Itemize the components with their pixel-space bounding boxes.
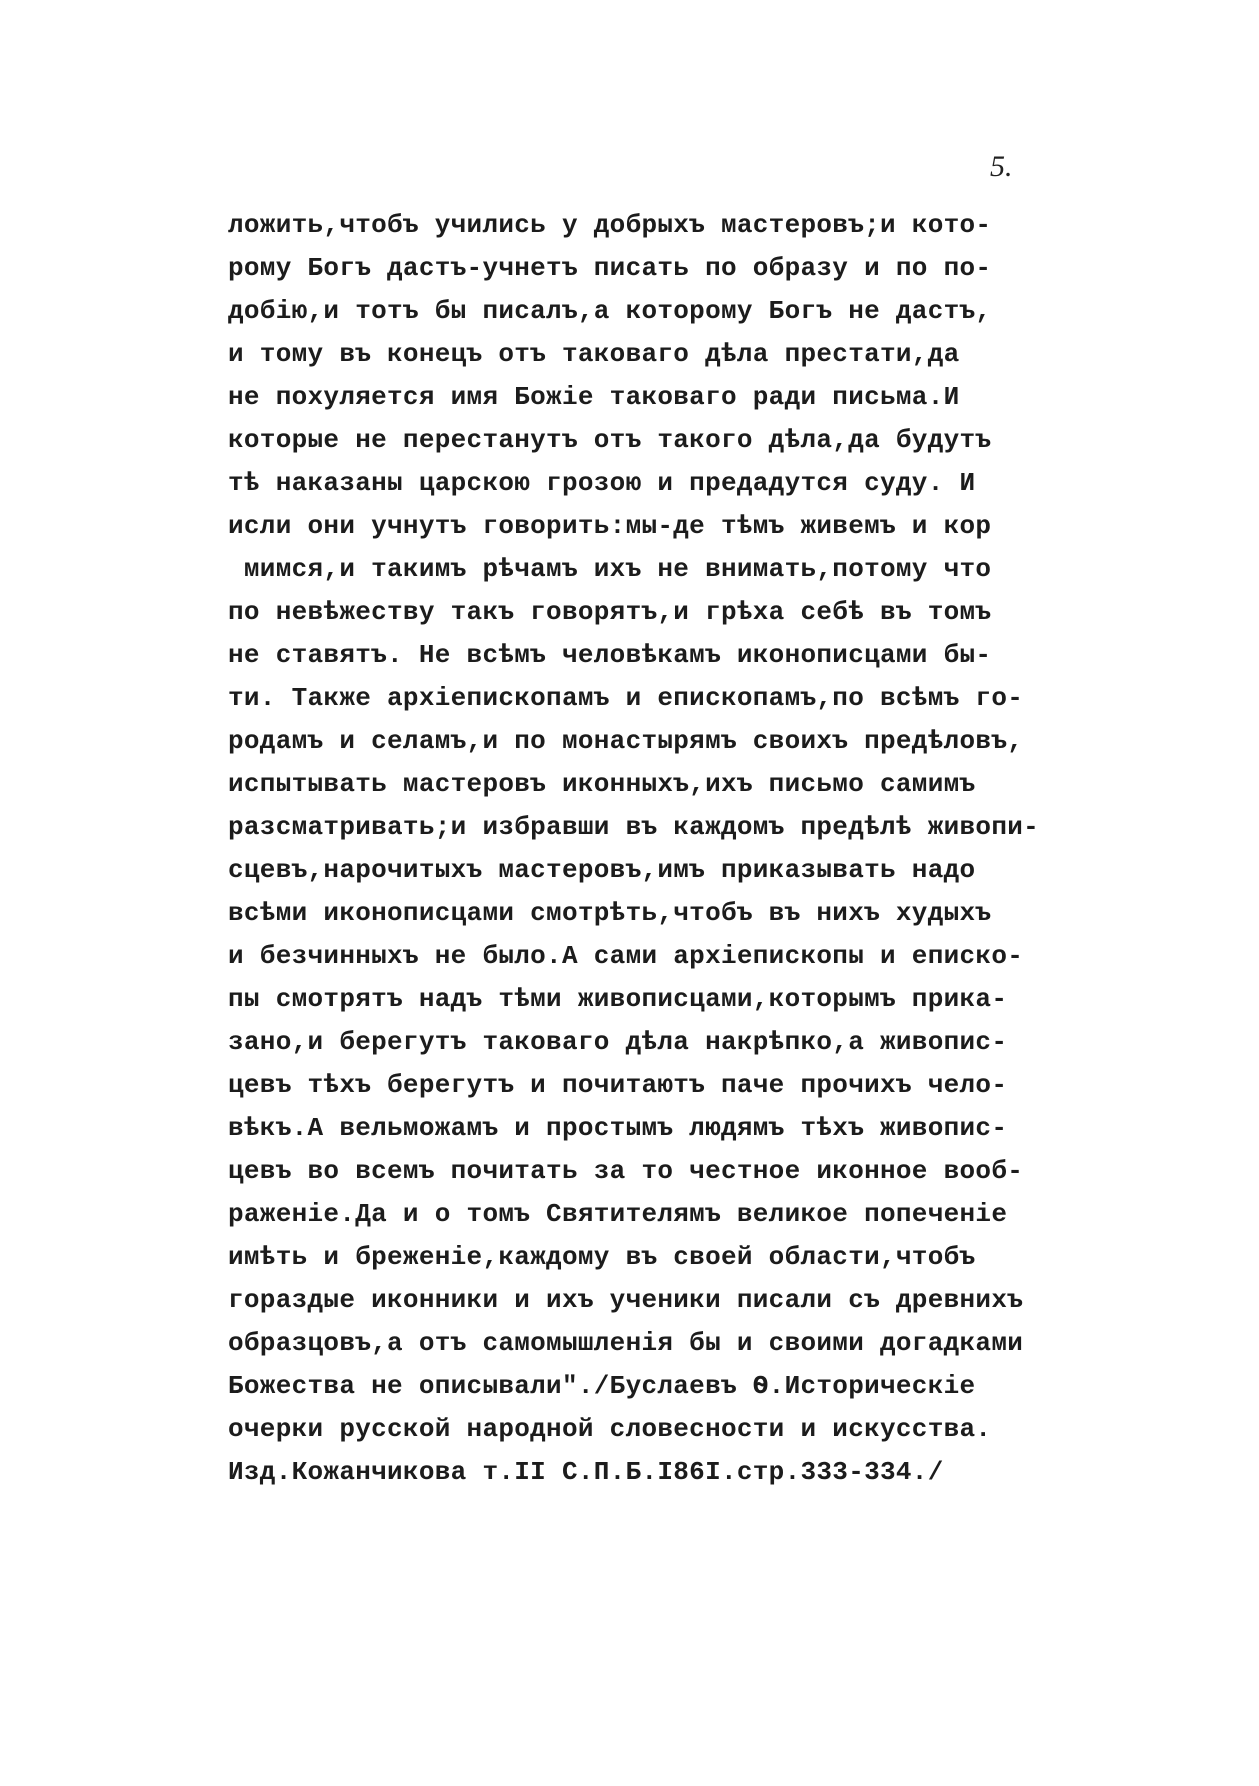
text-line: не похуляется имя Божіе таковаго ради письма.И — [228, 382, 960, 412]
text-line: раженіе.Да и о томъ Святителямъ великое попеченіе — [228, 1199, 1008, 1229]
text-line: пы смотрятъ надъ тѣми живописцами,которымъ прика- — [228, 984, 1008, 1014]
page-number: 5. — [990, 150, 1013, 183]
text-line: Божества не описывали"./Буслаевъ Ѳ.Историческіе — [228, 1371, 976, 1401]
text-line: ти. Также архіепископамъ и епископамъ,по всѣмъ го- — [228, 683, 1024, 713]
text-line: разсматривать;и избравши въ каждомъ предѣлѣ живопи- — [228, 812, 1040, 842]
text-line: не ставятъ. Не всѣмъ человѣкамъ иконописцами бы- — [228, 640, 992, 670]
text-line: имѣть и бреженіе,каждому въ своей области,чтобъ — [228, 1242, 976, 1272]
text-line: родамъ и селамъ,и по монастырямъ своихъ предѣловъ, — [228, 726, 1024, 756]
text-line: исли они учнутъ говорить:мы-де тѣмъ живемъ и кор — [228, 511, 992, 541]
text-line: мимся,и такимъ рѣчамъ ихъ не внимать,потому что — [228, 554, 992, 584]
text-line: тѣ наказаны царскою грозою и предадутся суду. И — [228, 468, 976, 498]
text-line: сцевъ,нарочитыхъ мастеровъ,имъ приказывать надо — [228, 855, 976, 885]
text-line: рому Богъ дастъ-учнетъ писать по образу и по по- — [228, 253, 992, 283]
text-line: очерки русской народной словесности и искусства. — [228, 1414, 992, 1444]
text-line: Изд.Кожанчикова т.II С.П.Б.I86I.стр.333-334./ — [228, 1457, 944, 1487]
text-line: ложить,чтобъ учились у добрыхъ мастеровъ;и кото- — [228, 210, 992, 240]
text-line: образцовъ,а отъ самомышленія бы и своими догадками — [228, 1328, 1024, 1358]
text-line: зано,и берегутъ таковаго дѣла накрѣпко,а живопис- — [228, 1027, 1008, 1057]
text-line: и тому въ конецъ отъ таковаго дѣла престати,да — [228, 339, 960, 369]
text-line: цевъ во всемъ почитать за то честное иконное вооб- — [228, 1156, 1024, 1186]
text-line: добію,и тотъ бы писалъ,а которому Богъ не дастъ, — [228, 296, 992, 326]
text-line: всѣми иконописцами смотрѣть,чтобъ въ нихъ худыхъ — [228, 898, 992, 928]
text-line: гораздые иконники и ихъ ученики писали съ древнихъ — [228, 1285, 1024, 1315]
text-line: вѣкъ.А вельможамъ и простымъ людямъ тѣхъ живопис- — [228, 1113, 1008, 1143]
text-line: по невѣжеству такъ говорятъ,и грѣха себѣ въ томъ — [228, 597, 992, 627]
text-line: испытывать мастеровъ иконныхъ,ихъ письмо самимъ — [228, 769, 976, 799]
text-line: и безчинныхъ не было.А сами архіепископы и еписко- — [228, 941, 1024, 971]
text-line: которые не перестанутъ отъ такого дѣла,да будутъ — [228, 425, 992, 455]
text-line: цевъ тѣхъ берегутъ и почитаютъ паче прочихъ чело- — [228, 1070, 1008, 1100]
